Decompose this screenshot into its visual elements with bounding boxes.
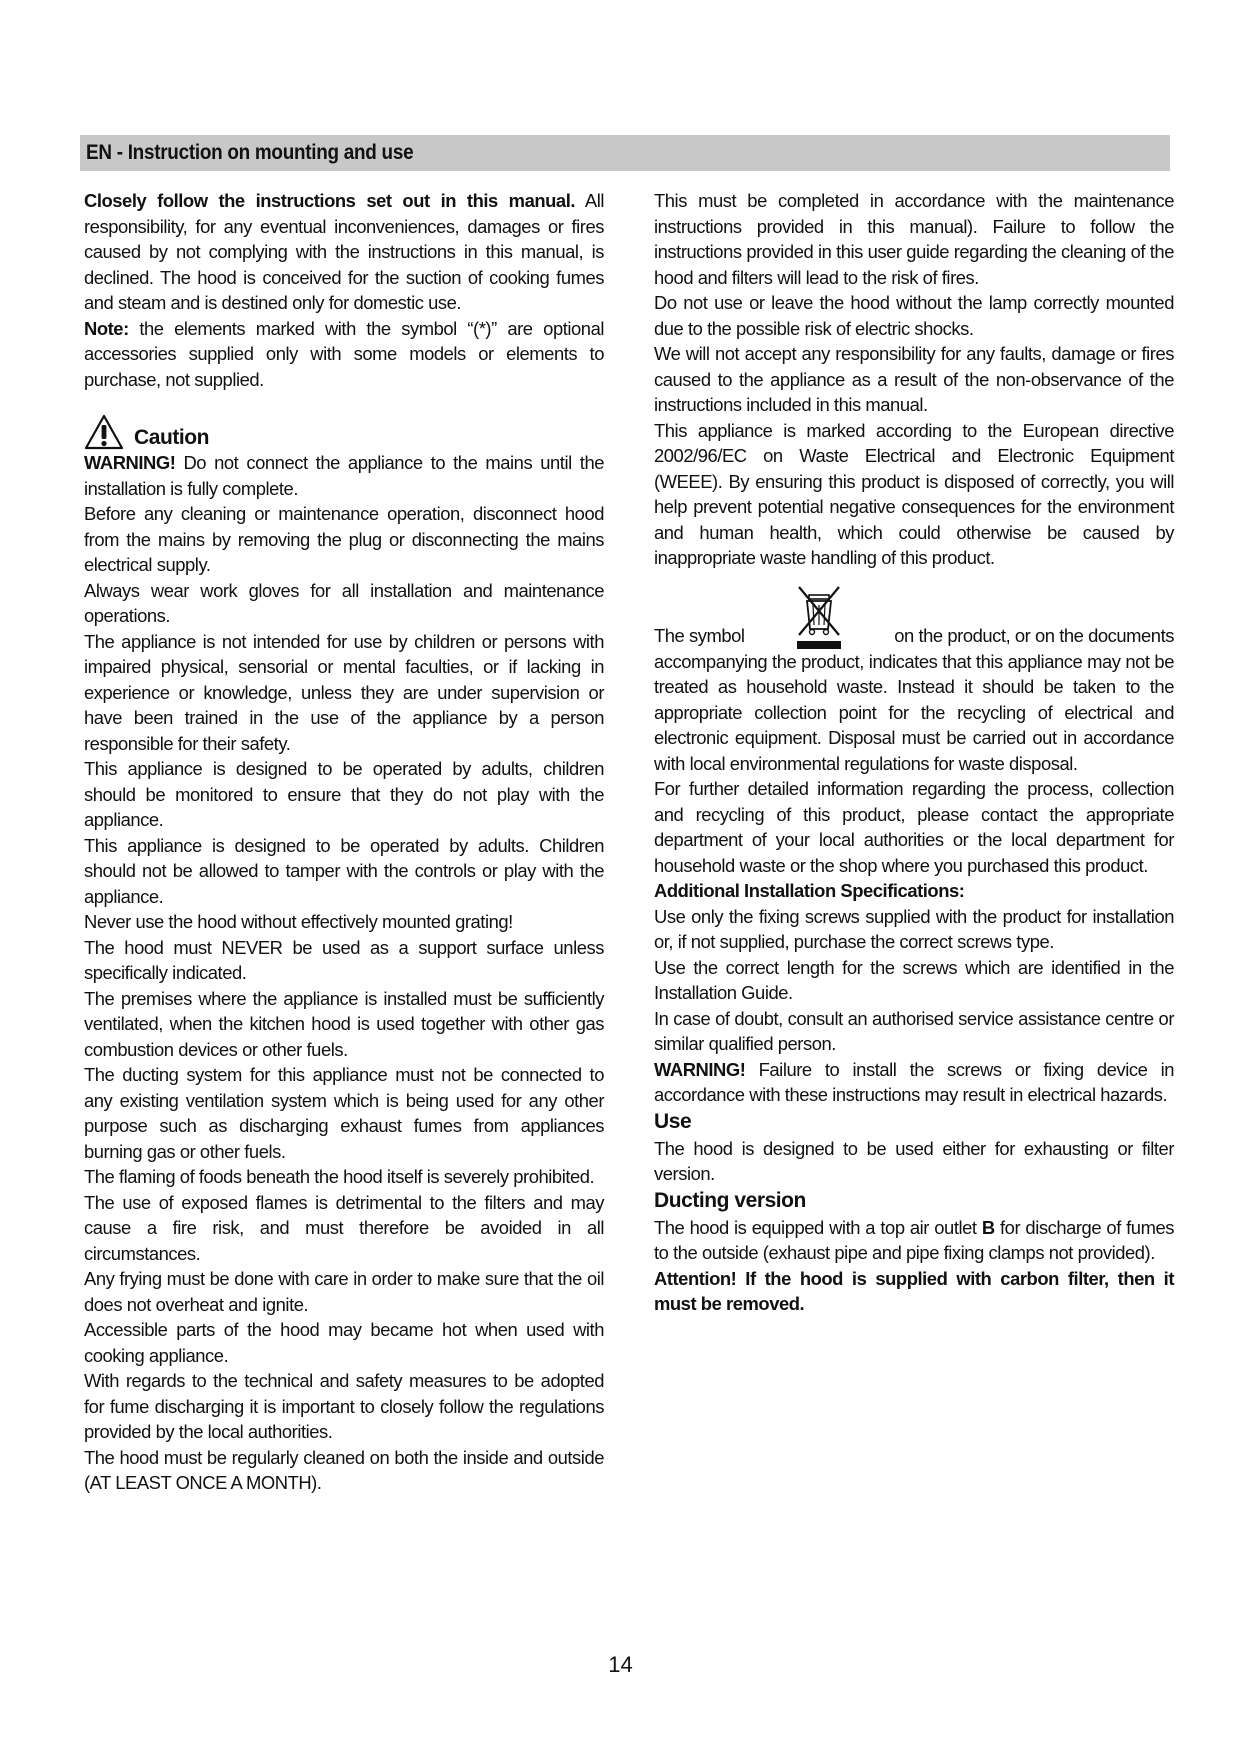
left-paragraph: Any frying must be done with care in order to make sure that the oil does not overheat and ignite. [84,1268,604,1315]
use-title: Use [654,1109,692,1133]
left-paragraph: The use of exposed flames is detrimental to the filters and may cause a fire risk, and must therefore be avoided in all circumstances. [84,1191,604,1264]
right-paragraph: This must be completed in accordance with the maintenance instructions provided in this manual). Failure to follow the instructions provided in this user guide regarding the cleaning of the hood and filters will lead to the risk of fires. [654,190,1174,288]
right-column [654,188,1174,1317]
left-paragraph: Accessible parts of the hood may became hot when used with cooking appliance. [84,1319,604,1366]
attention-note: Attention! If the hood is supplied with carbon filter, then it must be removed. [654,1267,1174,1314]
ducting-text-after: for discharge of fumes to the outside (exhaust pipe and pipe fixing clamps not provided). [654,1216,1174,1263]
warning2-label: WARNING! [654,1058,746,1080]
ducting-outlet-label: B [981,1216,995,1238]
symbol-text-before: The symbol [654,625,745,646]
warning-paragraph [84,450,604,501]
right-paragraph: Do not use or leave the hood without the lamp correctly mounted due to the possible risk of electric shocks. [654,292,1174,339]
ducting-title: Ducting version [654,1188,806,1212]
page-title: EN - Instruction on mounting and use [86,141,414,164]
additional-title: Additional Installation Specifications: [654,880,965,901]
warning-text: Do not connect the appliance to the mains until the installation is fully complete. [84,452,604,499]
warning2-text: Failure to install the screws or fixing device in accordance with these instructions may result in electrical hazards. [654,1058,1174,1105]
warning2-paragraph [654,1057,1174,1108]
intro-bold: Closely follow the instructions set out in this manual. [84,190,576,211]
left-paragraph: Always wear work gloves for all installation and maintenance operations. [84,579,604,626]
crossed-bin-icon [789,583,849,649]
additional-paragraph: Use only the fixing screws supplied with the product for installation or, if not supplied, purchase the correct screws type. [654,905,1174,952]
ducting-paragraph [654,1215,1174,1266]
further-info: For further detailed information regarding the process, collection and recycling of this product, please contact the appropriate department of your local authorities or the local department for household waste or the shop where you purchased this product. [654,778,1174,876]
left-paragraph: The hood must be regularly cleaned on both the inside and outside (AT LEAST ONCE A MONTH). [84,1446,604,1493]
left-paragraph: The ducting system for this appliance must not be connected to any existing ventilation system which is being used for any other purpose such as discharging exhaust fumes from appliances burning gas or other fuels. [84,1064,604,1162]
left-paragraph: The premises where the appliance is installed must be sufficiently ventilated, when the kitchen hood is used together with other gas combustion devices or other fuels. [84,987,604,1060]
symbol-text-after: on the product, or on the documents [894,625,1174,646]
warning-triangle-icon [84,414,124,450]
left-paragraph: The hood must NEVER be used as a support surface unless specifically indicated. [84,936,604,983]
caution-title: Caution [134,426,210,449]
caution-heading [84,408,604,450]
left-paragraph: This appliance is designed to be operated by adults. Children should not be allowed to tamper with the controls or play with the appliance. [84,834,604,907]
right-paragraph: We will not accept any responsibility for any faults, damage or fires caused to the appliance as a result of the non-observance of the instructions included in this manual. [654,343,1174,415]
symbol-continuation: accompanying the product, indicates that this appliance may not be treated as household waste. Instead it should be taken to the appropriate collection point for the recycling of electrical and electronic equipment. Disposal must be carried out in accordance with local environmental regulations for waste disposal. [654,650,1174,774]
additional-paragraph: In case of doubt, consult an authorised service assistance centre or similar qualified person. [654,1007,1174,1054]
weee-symbol-line [654,579,1174,649]
left-paragraph: The appliance is not intended for use by children or persons with impaired physical, sensorial or mental faculties, or if lacking in experience or knowledge, unless they are under supervision or have been trained in the use of the appliance by a person responsible for their safety. [84,630,604,754]
intro-paragraph [84,188,604,316]
page-number: 14 [608,1652,633,1677]
left-column [84,188,604,1496]
warning-label: WARNING! [84,452,176,473]
left-paragraph: The flaming of foods beneath the hood itself is severely prohibited. [84,1166,595,1187]
note-paragraph [84,316,604,393]
left-paragraph: This appliance is designed to be operated by adults, children should be monitored to ensure that they do not play with the appliance. [84,758,604,830]
ducting-text-before: The hood is equipped with a top air outlet [654,1216,982,1238]
note-label: Note: [84,317,129,339]
use-text: The hood is designed to be used either for exhausting or filter version. [654,1137,1174,1184]
left-paragraph: Never use the hood without effectively mounted grating! [84,911,513,932]
left-paragraph: Before any cleaning or maintenance operation, disconnect hood from the mains by removing the plug or disconnecting the mains electrical supply. [84,503,604,575]
additional-paragraph: Use the correct length for the screws which are identified in the Installation Guide. [654,956,1174,1003]
right-paragraph: This appliance is marked according to the European directive 2002/96/EC on Waste Electrical and Electronic Equipment (WEEE). By ensuring this product is disposed of correctly, you will help prevent potential negative consequences for the environment and human health, which could otherwise be caused by inappropriate waste handling of this product. [654,419,1174,568]
intro-text: All responsibility, for any eventual inconveniences, damages or fires caused by not complying with the instructions in this manual, is declined. The hood is conceived for the suction of cooking fumes and steam and is destined only for domestic use. [84,190,604,313]
left-paragraph: With regards to the technical and safety measures to be adopted for fume discharging it is important to closely follow the regulations provided by the local authorities. [84,1370,604,1442]
note-text: the elements marked with the symbol “(*)” are optional accessories supplied only with some models or elements to purchase, not supplied. [84,317,604,390]
